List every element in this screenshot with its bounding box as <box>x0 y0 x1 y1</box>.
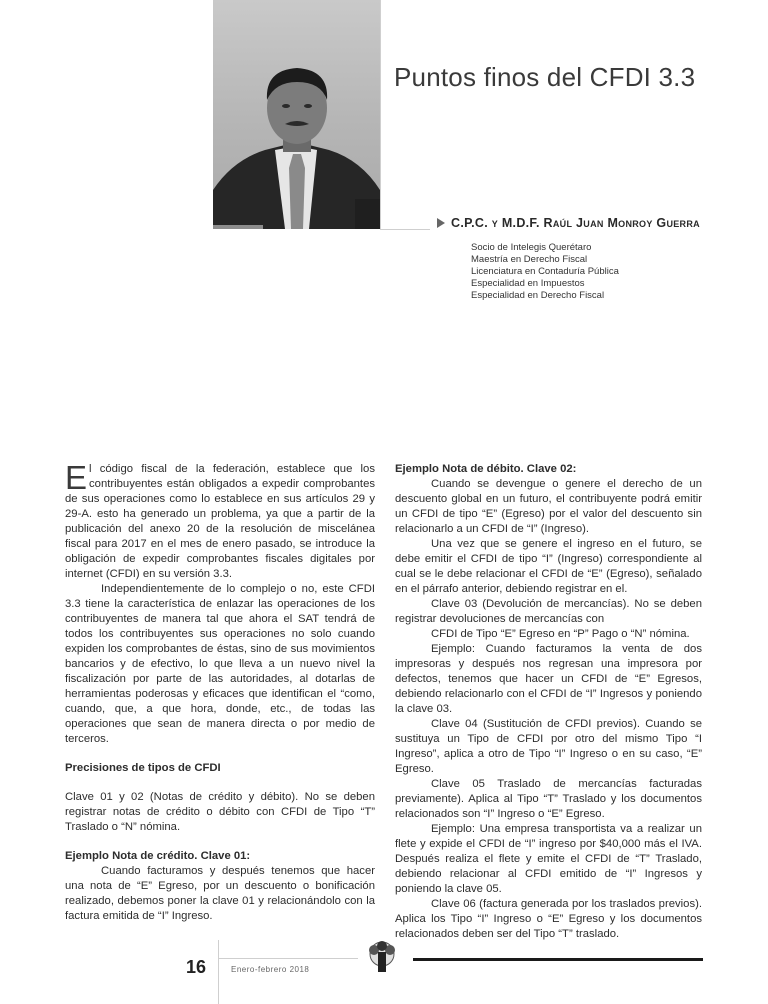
intro-paragraph <box>65 459 375 582</box>
triangle-bullet-icon <box>437 218 445 228</box>
paragraph: Clave 01 y 02 (Notas de crédito y débito). No se deben registrar notas de crédito o débito con CFDI de Tipo “T” Traslado o “N” nómina. <box>65 791 375 833</box>
frame-line <box>380 229 430 230</box>
imcp-logo-icon <box>360 938 404 978</box>
photo-accent-dark <box>355 199 380 229</box>
paragraph: Clave 03 (Devolución de mercancías). No se deben registrar devoluciones de mercancías con <box>395 598 702 625</box>
paragraph: Ejemplo: Una empresa transportista va a realizar un flete y expide el CFDI de “I” ingreso por $40,000 más el IVA. Después realiza el flete y emite el CFDI de “T” Traslado, debiendo relacionar al CFDI emitido de “I” Ingresos y poniendo la clave 05. <box>395 823 702 895</box>
paragraph: Ejemplo: Cuando facturamos la venta de dos impresoras y después nos regresan una impresora por defectos, tenemos que hacer un CFDI de “E” Egresos, debiendo relacionarlo con el CFDI de “I” Ingresos y poniendo la clave 03. <box>395 643 702 715</box>
paragraph: Una vez que se genere el ingreso en el futuro, se debe emitir el CFDI de tipo “I” (Ingreso) correspondiente al cual se le debe relacionar el CFDI de “E” (Egreso), señalado en el párrafo anterior, debiendo registrar en el. <box>395 538 702 595</box>
frame-line <box>380 0 381 229</box>
section-heading: Precisiones de tipos de CFDI <box>65 762 221 774</box>
article-title: Puntos finos del CFDI 3.3 <box>394 62 696 92</box>
paragraph: Clave 04 (Sustitución de CFDI previos). Cuando se sustituya un Tipo de CFDI por otro del mismo Tipo “I Ingreso”, aplica a otro de Tipo “I” Ingreso o en su caso, “E” Egreso. <box>395 718 702 775</box>
photo-accent-light <box>213 225 263 229</box>
paragraph: Cuando facturamos y después tenemos que hacer una nota de “E” Egreso, por un descuento o bonificación realizado, debemos poner la clave 01 y relacionándolo con la factura emitida de “I” Ingreso. <box>65 865 375 922</box>
section-heading: Ejemplo Nota de débito. Clave 02: <box>395 463 577 475</box>
paragraph: CFDI de Tipo “E” Egreso en “P” Pago o “N” nómina. <box>431 628 690 640</box>
credential-item: Especialidad en Derecho Fiscal <box>471 290 605 301</box>
paragraph: Cuando se devengue o genere el derecho de un descuento global en un futuro, el contribuyente podrá emitir un CFDI de tipo “E” (Egreso) por el valor del descuento sin relacionarlo a un CFDI de “I” (Ingreso). <box>395 478 702 535</box>
credential-item: Socio de Intelegis Querétaro <box>471 242 592 253</box>
author-byline <box>437 216 700 230</box>
section-heading: Ejemplo Nota de crédito. Clave 01: <box>65 850 251 862</box>
author-photo <box>213 0 380 229</box>
page-number: 16 <box>186 957 207 977</box>
frame-line <box>218 958 358 959</box>
drop-cap: E <box>65 459 88 496</box>
paragraph: Clave 05 Traslado de mercancías facturadas previamente). Aplica al Tipo “T” Traslado y los documentos relacionados son “I” Ingreso o “E” Egreso. <box>395 778 702 820</box>
footer-rule <box>413 958 703 961</box>
issue-date: Enero-febrero 2018 <box>231 965 310 974</box>
body-column-right <box>395 462 702 942</box>
body-column-left <box>65 459 375 924</box>
paragraph-text: l código fiscal de la federación, establece que los contribuyentes están obligados a expedir comprobantes de sus operaciones como lo establece en sus artículos 29 y 29-A. esto ha generado un problema, ya que a partir de la publicación del anexo 20 de la resolución de miscelánea fiscal para 2017 en el mes de enero pasado, se introduce la obligación de expedir comprobantes fiscales digitales por internet (CFDI) en su versión 3.3. <box>65 463 375 580</box>
credential-item: Licenciatura en Contaduría Pública <box>471 266 619 277</box>
author-name: C.P.C. y M.D.F. Raúl Juan Monroy Guerra <box>451 216 700 230</box>
credential-item: Maestría en Derecho Fiscal <box>471 254 588 265</box>
paragraph: Clave 06 (factura generada por los traslados previos). Aplica los Tipo “I” Ingreso o “E” Egreso y los documentos relacionados deben ser del Tipo “T” traslado. <box>395 898 702 940</box>
credential-item: Especialidad en Impuestos <box>471 278 585 289</box>
author-credentials <box>471 242 619 302</box>
frame-line <box>218 940 219 1004</box>
paragraph: Independientemente de lo complejo o no, este CFDI 3.3 tiene la característica de enlazar las operaciones de los contribuyentes de manera tal que ahora el SAT tendrá de todos los contribuyentes sus operaciones no solo cuando expiden los comprobantes de éstas, sino de sus movimientos bancarios y de efectivo, lo que lleva a un nuevo nivel la fiscalización por parte de las autoridades, al dotarlas de herramientas poderosas y eficaces que identifican el “como, cuando, que, a que hora, donde, etc., de todas las operaciones que sean de manera directa o por medio de terceros. <box>65 583 375 745</box>
